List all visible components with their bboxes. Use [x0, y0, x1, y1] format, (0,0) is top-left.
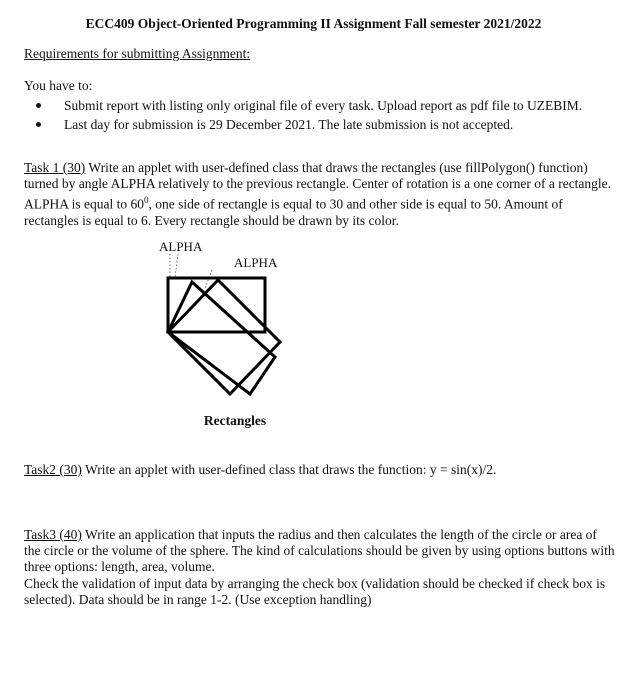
list-item-text: Last day for submission is 29 December 2021. The late submission is not accepted. [64, 117, 514, 132]
alpha-label: ALPHA [159, 239, 203, 254]
alpha-label: ALPHA [234, 255, 278, 270]
task-3-text-continued: Check the validation of input data by arranging the check box (validation should be checked if check box is selected). Data should be in range 1-2. (Use exception handling) [24, 575, 606, 607]
task-2 [24, 462, 616, 478]
task-1-text-continued: , one side of rectangle is equal to 30 and other side is equal to 50. Amount of rectangles is equal to 6. Every rectangle should be drawn by its color. [24, 196, 563, 229]
task-3 [24, 527, 616, 608]
bullet-icon [36, 103, 41, 108]
task-2-text: Write an applet with user-defined class that draws the function: y = sin(x)/2. [81, 462, 497, 477]
task-3-text: Write an application that inputs the radius and then calculates the length of the circle or area of the circle or the volume of the sphere. The kind of calculations should be given by using options buttons with three options: length, area, volume. [24, 527, 615, 575]
task-1-text: Write an applet with user-defined class that draws the rectangles (use fillPolygon() function) turned by angle ALPHA relatively to the previous rectangle. Center of rotation is a one corner of a rectangle. ALPHA is equal to 60 [24, 160, 612, 212]
rectangle-shape [168, 282, 275, 394]
list-item [24, 115, 614, 134]
list-item [24, 96, 614, 115]
requirements-list [24, 96, 614, 134]
bullet-icon [36, 122, 41, 127]
task-2-label: Task2 (30) [24, 462, 82, 477]
intro-text: You have to: [24, 78, 93, 93]
figure-caption: Rectangles [203, 413, 267, 428]
degree-superscript: 0 [144, 195, 149, 206]
angle-guide-line [175, 254, 178, 278]
list-item-text: Submit report with listing only original file of every task. Upload report as pdf file to UZEBIM. [64, 98, 583, 113]
requirements-heading: Requirements for submitting Assignment: [24, 46, 251, 61]
task-3-label: Task3 (40) [24, 527, 82, 542]
rectangles-figure [150, 236, 320, 436]
page-title: ECC409 Object-Oriented Programming II Assignment Fall semester 2021/2022 [85, 16, 542, 31]
task-1-label: Task 1 (30) [24, 160, 86, 175]
task-1 [24, 160, 616, 229]
